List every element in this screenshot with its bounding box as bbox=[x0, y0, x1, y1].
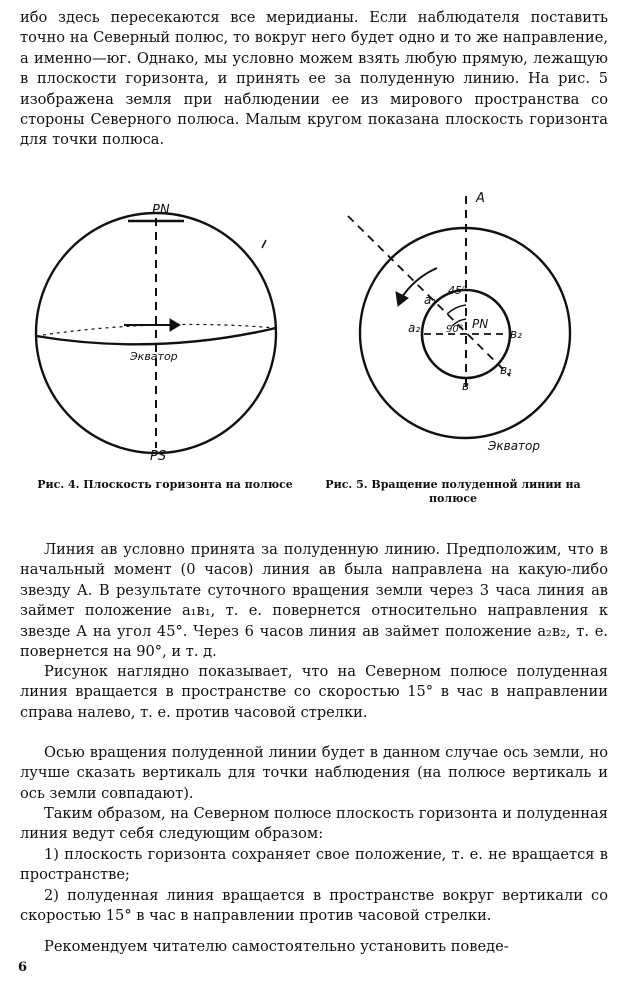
fig5-label-a1: а₁ bbox=[424, 293, 437, 307]
figure-5-caption: Рис. 5. Вращение полуденной линии на полюсе bbox=[325, 478, 581, 505]
paragraph-3: Осью вращения полуденной линии будет в данном случае ось земли, но лучше сказать вертикаль для точки наблюдения (на полюсе вертикаль и ось земли совпадают). bbox=[20, 744, 608, 802]
fig5-rotation-arrow-head bbox=[396, 292, 408, 306]
paragraph-2: Рисунок наглядно показывает, что на Северном полюсе полуденная линия вращается в пространстве со скоростью 15° в час в направлении справа налево, т. е. против часовой стрелки. bbox=[20, 663, 608, 721]
figure-4-caption: Рис. 4. Плоскость горизонта на полюсе bbox=[37, 478, 293, 491]
figure-5 bbox=[348, 196, 570, 438]
fig4-label-pn: PN bbox=[152, 203, 170, 218]
fig5-label-b1: в₁ bbox=[500, 363, 512, 377]
stray-mark bbox=[262, 240, 266, 248]
figure-4 bbox=[36, 213, 276, 453]
fig5-label-45: 45⁰ bbox=[448, 284, 467, 297]
paragraph-5: 1) плоскость горизонта сохраняет свое положение, т. е. не вращается в пространстве; bbox=[20, 846, 608, 884]
page-number: 6 bbox=[18, 960, 28, 975]
fig5-label-equator: Экватор bbox=[488, 439, 541, 453]
fig5-label-a-star: А bbox=[476, 191, 485, 206]
top-paragraph: ибо здесь пересекаются все меридианы. Если наблюдателя поставить точно на Северный полюс, то вокруг него будет одно и то же направление, а именно—юг. Однако, мы условно можем взять любую прямую, лежащую в плоскости горизонта, и принять ее за полуденную линию. На рис. 5 изображена земля при наблюдении ее из мирового пространства со стороны Северного полюса. Малым кругом показана плоскость горизонта для точки полюса. bbox=[20, 9, 608, 149]
fig5-label-a2: а₂ bbox=[408, 321, 421, 335]
paragraph-1: Линия ав условно принята за полуденную линию. Предположим, что в начальный момент (0 часов) линия ав была направлена на какую-либо звезду А. В результате суточного вращения земли через 3 часа линия ав займет положение а₁в₁, т. е. повернется относительно направления к звезде А на угол 45°. Через 6 часов линия ав займет положение а₂в₂, т. е. повернется на 90°, и т. д. bbox=[20, 541, 608, 661]
paragraph-4: Таким образом, на Северном полюсе плоскость горизонта и полуденная линия ведут себя следующим образом: bbox=[20, 805, 608, 843]
fig5-angle-arc-45 bbox=[447, 305, 466, 314]
fig5-label-b: в bbox=[462, 379, 470, 393]
paragraph-6: 2) полуденная линия вращается в пространстве вокруг вертикали со скоростью 15° в час в направлении против часовой стрелки. bbox=[20, 887, 608, 925]
fig5-label-90: 90⁰ bbox=[446, 324, 463, 335]
fig4-arrow-head bbox=[170, 319, 180, 331]
fig5-label-b2: в₂ bbox=[510, 327, 522, 341]
fig4-label-ps: PS bbox=[150, 449, 167, 464]
fig4-label-equator: Экватор bbox=[130, 350, 178, 363]
paragraph-7: Рекомендуем читателю самостоятельно установить поведе- bbox=[44, 938, 509, 955]
fig5-label-pn: PN bbox=[472, 317, 489, 331]
